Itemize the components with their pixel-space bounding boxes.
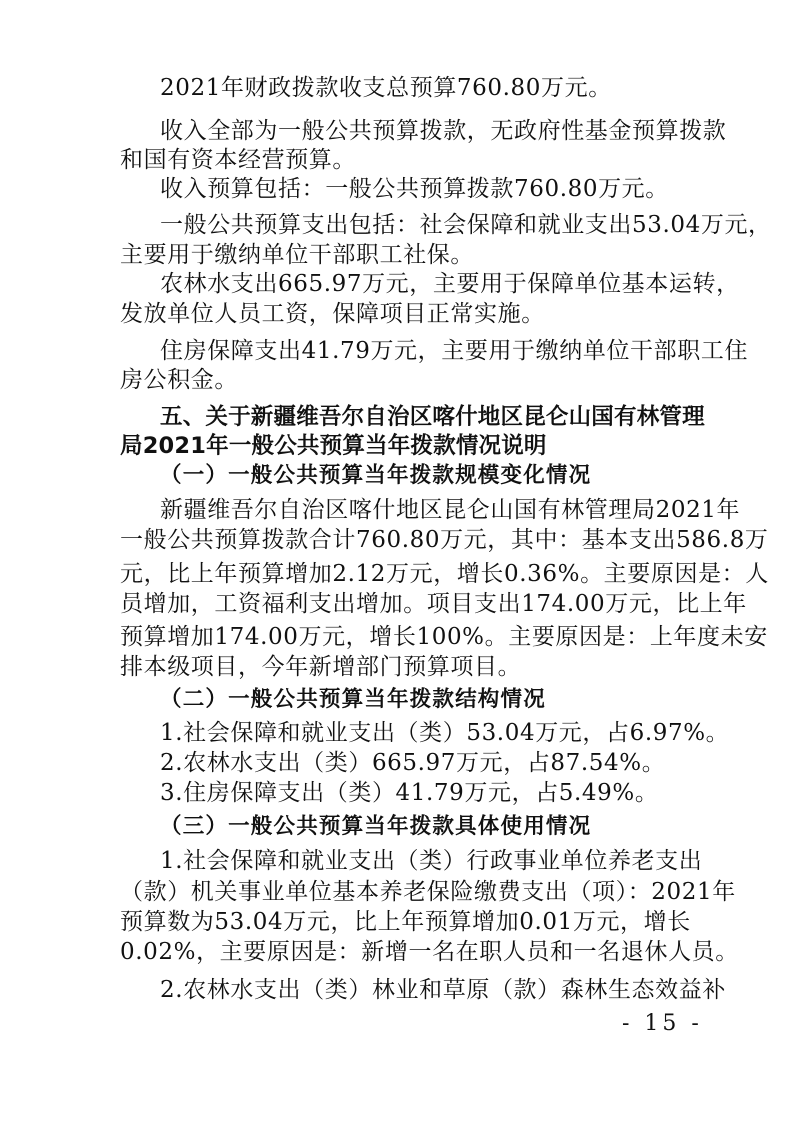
structure-item-3: 3.住房保障支出（类）41.79万元，占5.49%。 — [160, 780, 659, 806]
scale-paragraph-line-4: 员增加，工资福利支出增加。项目支出174.00万元，比上年 — [120, 591, 747, 617]
agri-expenditure-line-2: 发放单位人员工资，保障项目正常实施。 — [120, 301, 545, 327]
income-sources-line-1: 收入全部为一般公共预算拨款，无政府性基金预算拨款 — [160, 118, 727, 144]
page-number: - 15 - — [622, 1011, 703, 1036]
scale-paragraph-line-3: 元，比上年预算增加2.12万元，增长0.36%。主要原因是：人 — [120, 561, 769, 587]
income-sources-line-2: 和国有资本经营预算。 — [120, 147, 356, 173]
structure-item-2: 2.农林水支出（类）665.97万元，占87.54%。 — [160, 750, 666, 776]
usage-item-1-line-4: 0.02%，主要原因是：新增一名在职人员和一名退休人员。 — [120, 939, 739, 965]
public-expenditure-line-1: 一般公共预算支出包括：社会保障和就业支出53.04万元， — [160, 212, 772, 238]
usage-item-2-line-1: 2.农林水支出（类）林业和草原（款）森林生态效益补 — [160, 977, 726, 1003]
usage-item-1-line-3: 预算数为53.04万元，比上年预算增加0.01万元，增长 — [120, 909, 691, 935]
section-five-heading-line-2: 局2021年一般公共预算当年拨款情况说明 — [120, 433, 547, 459]
scale-paragraph-line-2: 一般公共预算拨款合计760.80万元，其中：基本支出586.8万 — [120, 527, 769, 553]
section-five-heading-line-1: 五、关于新疆维吾尔自治区喀什地区昆仑山国有林管理 — [160, 404, 705, 430]
usage-item-1-line-2: （款）机关事业单位基本养老保险缴费支出（项）：2021年 — [120, 879, 736, 905]
housing-expenditure-line-1: 住房保障支出41.79万元，主要用于缴纳单位干部职工住 — [160, 338, 749, 364]
scale-paragraph-line-5: 预算增加174.00万元，增长100%。主要原因是：上年度未安 — [120, 624, 768, 650]
subsection-one-heading: （一）一般公共预算当年拨款规模变化情况 — [160, 463, 592, 488]
subsection-two-heading: （二）一般公共预算当年拨款结构情况 — [160, 687, 546, 712]
scale-paragraph-line-1: 新疆维吾尔自治区喀什地区昆仑山国有林管理局2021年 — [160, 497, 741, 523]
income-budget-line: 收入预算包括：一般公共预算拨款760.80万元。 — [160, 176, 669, 202]
scale-paragraph-line-6: 排本级项目，今年新增部门预算项目。 — [120, 654, 522, 680]
public-expenditure-line-2: 主要用于缴纳单位干部职工社保。 — [120, 242, 474, 268]
budget-total-line: 2021年财政拨款收支总预算760.80万元。 — [160, 75, 612, 101]
housing-expenditure-line-2: 房公积金。 — [120, 367, 238, 393]
usage-item-1-line-1: 1.社会保障和就业支出（类）行政事业单位养老支出 — [160, 848, 703, 874]
agri-expenditure-line-1: 农林水支出665.97万元，主要用于保障单位基本运转， — [160, 271, 740, 297]
structure-item-1: 1.社会保障和就业支出（类）53.04万元，占6.97%。 — [160, 720, 730, 746]
subsection-three-heading: （三）一般公共预算当年拨款具体使用情况 — [160, 814, 592, 839]
